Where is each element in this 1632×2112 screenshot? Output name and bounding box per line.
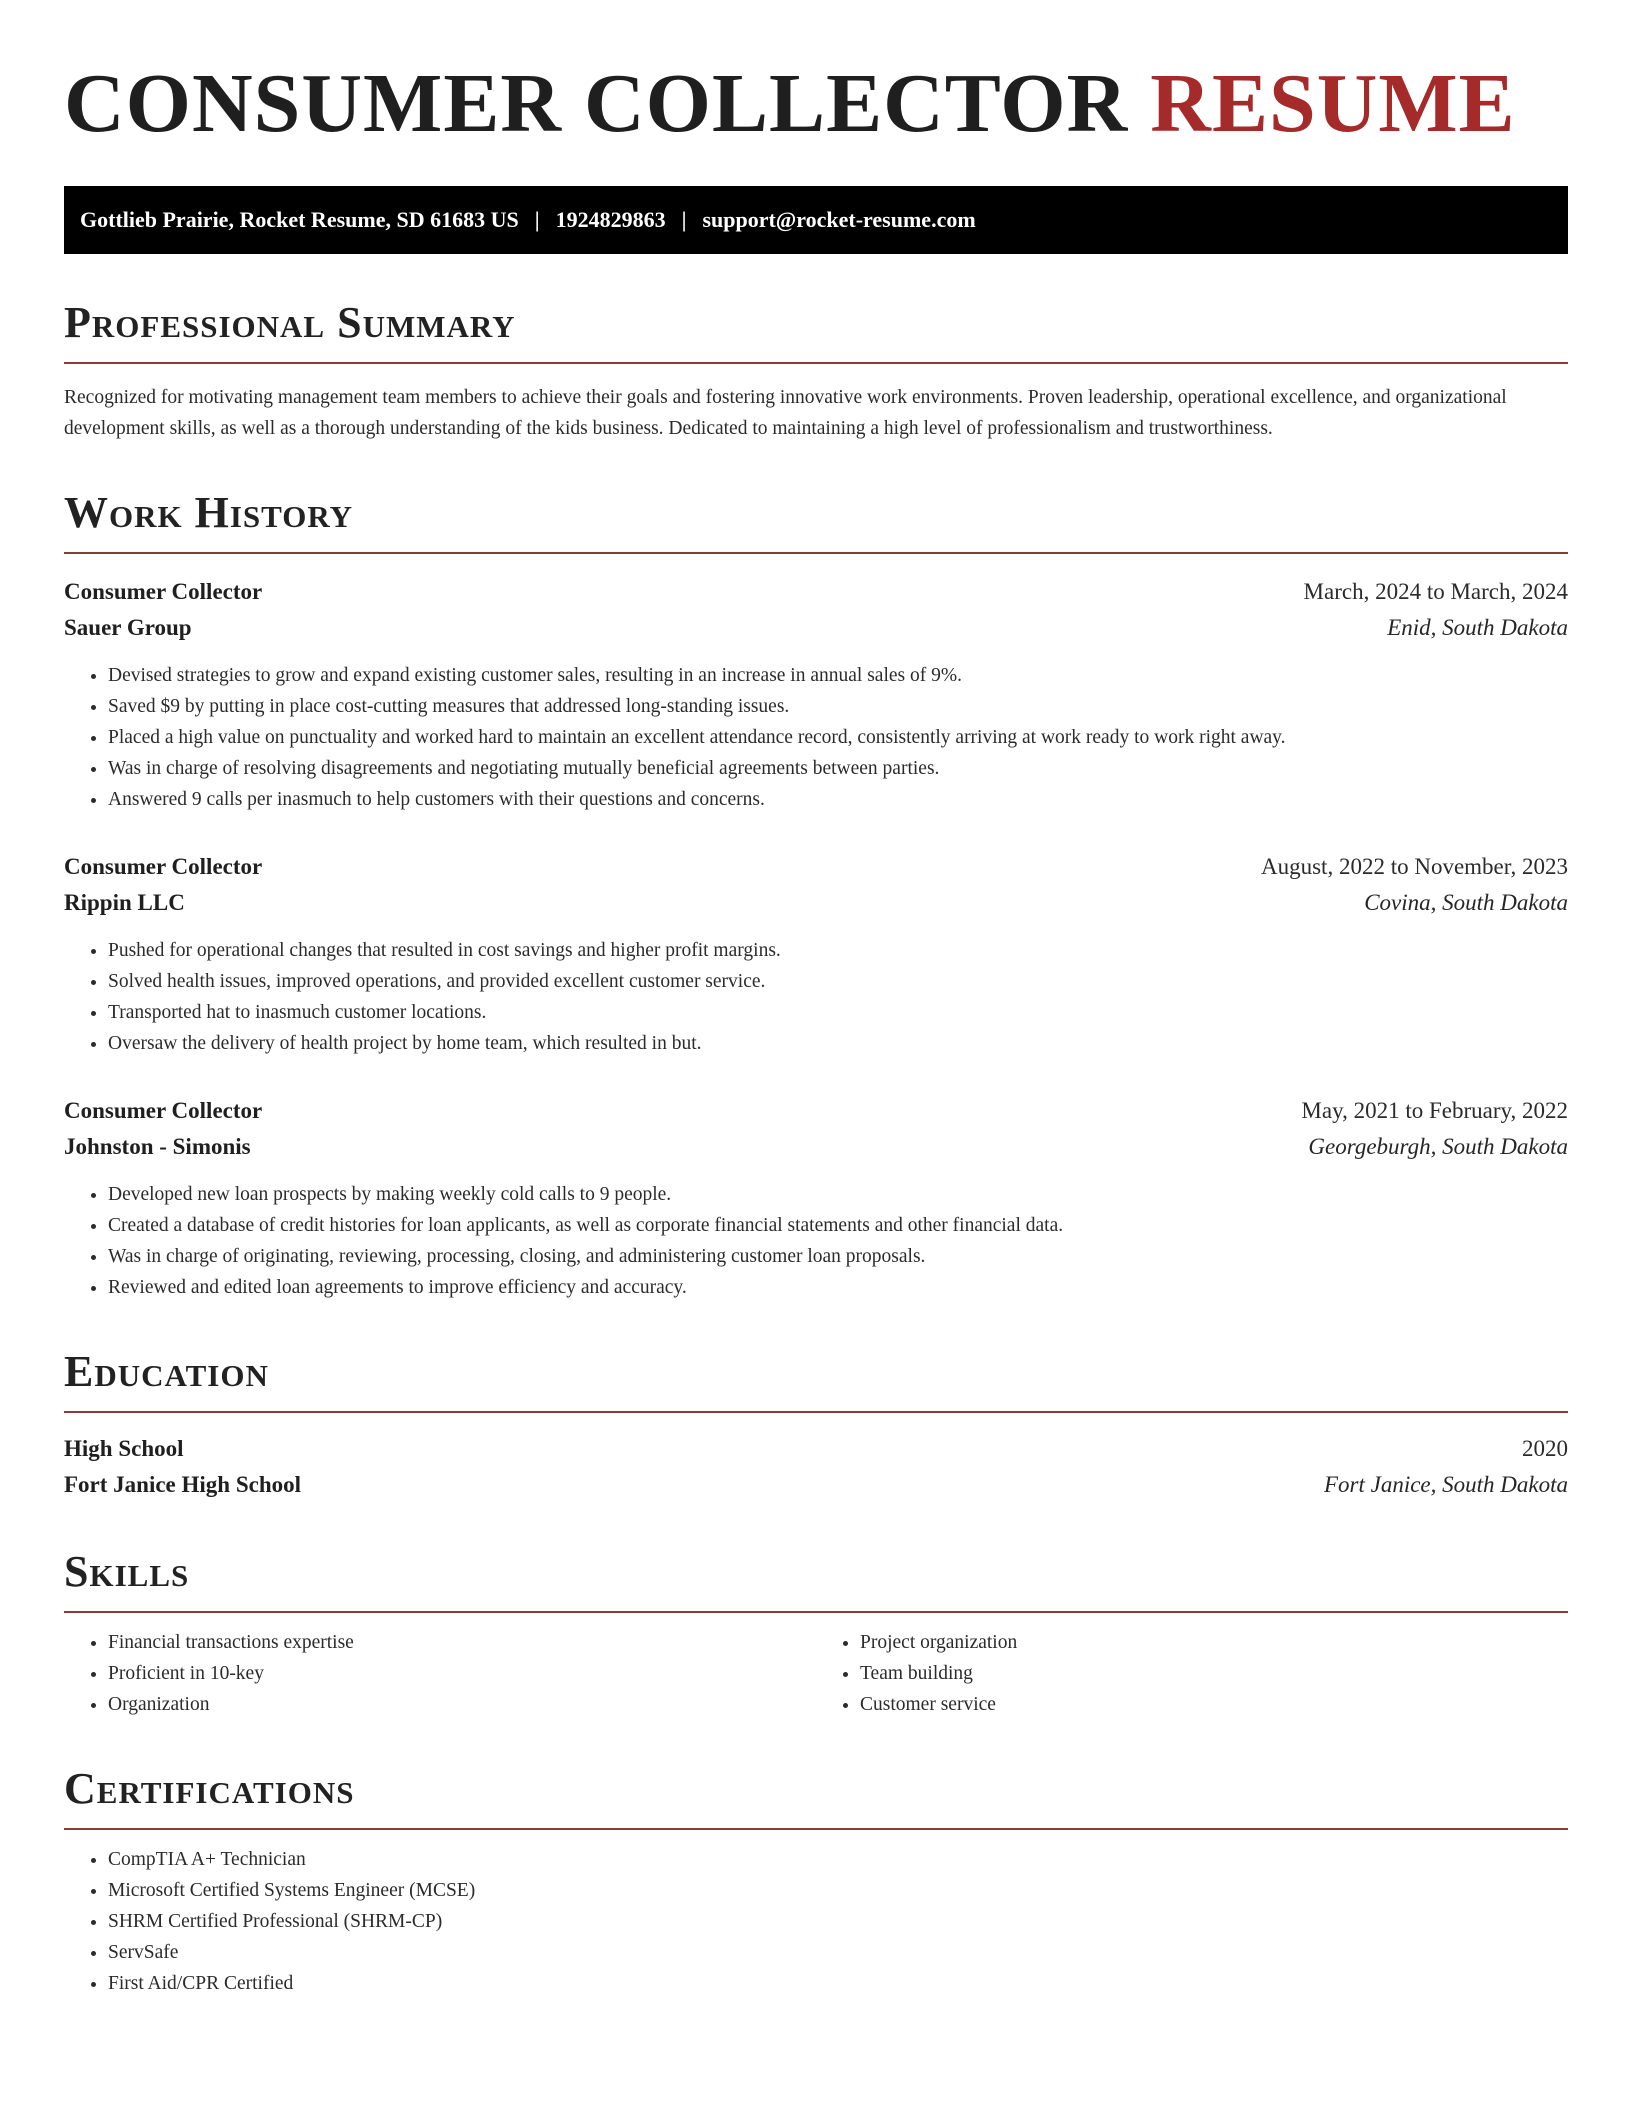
list-item: • Proficient in 10-key: [108, 1658, 816, 1689]
job-dates: March, 2024 to March, 2024: [1303, 579, 1568, 604]
list-item: • Devised strategies to grow and expand existing customer sales, resulting in an increase in annual sales of 9%.: [108, 660, 1568, 691]
list-item: • Microsoft Certified Systems Engineer (MCSE): [108, 1875, 1568, 1906]
list-item: • Transported hat to inasmuch customer locations.: [108, 997, 1568, 1028]
contact-address: Gottlieb Prairie, Rocket Resume, SD 61683 US: [80, 207, 519, 232]
job-bullets: [64, 660, 1568, 815]
list-item: • Solved health issues, improved operations, and provided excellent customer service.: [108, 966, 1568, 997]
list-item: • Pushed for operational changes that resulted in cost savings and higher profit margins.: [108, 935, 1568, 966]
job-company: Sauer Group: [64, 615, 192, 640]
job-location: Covina, South Dakota: [1364, 890, 1568, 915]
section-heading: Education: [64, 1347, 1568, 1413]
contact-separator: |: [534, 207, 540, 232]
contact-phone: 1924829863: [555, 207, 666, 232]
list-item: • Financial transactions expertise: [108, 1627, 816, 1658]
contact-separator: |: [681, 207, 687, 232]
list-item: • Developed new loan prospects by making weekly cold calls to 9 people.: [108, 1179, 1568, 1210]
education-degree: High School: [64, 1436, 184, 1461]
job-bullets: [64, 1179, 1568, 1303]
list-item: • Saved $9 by putting in place cost-cutting measures that addressed long-standing issues.: [108, 691, 1568, 722]
list-item: • ServSafe: [108, 1937, 1568, 1968]
job-entry: [64, 1093, 1568, 1303]
title-accent: RESUME: [1150, 57, 1516, 150]
job-entry: [64, 849, 1568, 1059]
education-entry: [64, 1431, 1568, 1503]
section-heading: Work History: [64, 488, 1568, 554]
list-item: • Was in charge of resolving disagreements and negotiating mutually beneficial agreements between parties.: [108, 753, 1568, 784]
skills-section: [64, 1547, 1568, 1720]
section-heading: Certifications: [64, 1764, 1568, 1830]
list-item: • Organization: [108, 1689, 816, 1720]
list-item: • Oversaw the delivery of health project by home team, which resulted in but.: [108, 1028, 1568, 1059]
job-dates: May, 2021 to February, 2022: [1301, 1098, 1568, 1123]
resume-title: [64, 56, 1568, 152]
skills-list-right: [816, 1627, 1568, 1720]
job-entry: [64, 574, 1568, 815]
list-item: • Answered 9 calls per inasmuch to help customers with their questions and concerns.: [108, 784, 1568, 815]
title-main: CONSUMER COLLECTOR: [64, 57, 1129, 150]
job-bullets: [64, 935, 1568, 1059]
list-item: • SHRM Certified Professional (SHRM-CP): [108, 1906, 1568, 1937]
list-item: • Reviewed and edited loan agreements to improve efficiency and accuracy.: [108, 1272, 1568, 1303]
section-heading: Professional Summary: [64, 298, 1568, 364]
education-section: [64, 1347, 1568, 1503]
list-item: • Was in charge of originating, reviewing, processing, closing, and administering customer loan proposals.: [108, 1241, 1568, 1272]
list-item: • Placed a high value on punctuality and worked hard to maintain an excellent attendance record, consistently arriving at work ready to work right away.: [108, 722, 1568, 753]
education-year: 2020: [1522, 1436, 1568, 1461]
list-item: • Project organization: [860, 1627, 1568, 1658]
list-item: • Team building: [860, 1658, 1568, 1689]
contact-bar: [64, 186, 1568, 254]
job-company: Johnston - Simonis: [64, 1134, 251, 1159]
job-dates: August, 2022 to November, 2023: [1261, 854, 1568, 879]
list-item: • First Aid/CPR Certified: [108, 1968, 1568, 1999]
section-heading: Skills: [64, 1547, 1568, 1613]
certifications-section: [64, 1764, 1568, 1999]
job-title: Consumer Collector: [64, 579, 263, 604]
job-company: Rippin LLC: [64, 890, 185, 915]
list-item: • Customer service: [860, 1689, 1568, 1720]
list-item: • Created a database of credit histories for loan applicants, as well as corporate financial statements and other financial data.: [108, 1210, 1568, 1241]
job-location: Georgeburgh, South Dakota: [1308, 1134, 1568, 1159]
list-item: • CompTIA A+ Technician: [108, 1844, 1568, 1875]
certifications-list: [64, 1844, 1568, 1999]
education-school: Fort Janice High School: [64, 1472, 302, 1497]
job-location: Enid, South Dakota: [1387, 615, 1568, 640]
skills-grid: [64, 1621, 1568, 1720]
job-title: Consumer Collector: [64, 854, 263, 879]
job-title: Consumer Collector: [64, 1098, 263, 1123]
professional-summary-section: [64, 298, 1568, 444]
education-location: Fort Janice, South Dakota: [1323, 1472, 1568, 1497]
summary-text: Recognized for motivating management team members to achieve their goals and fostering innovative work environments. Proven leadership, operational excellence, and organizational development skills, as well as a thorough understanding of the kids business. Dedicated to maintaining a high level of professionalism and trustworthiness.: [64, 387, 1507, 439]
contact-email: support@rocket-resume.com: [702, 207, 976, 232]
work-history-section: [64, 488, 1568, 1303]
skills-list-left: [64, 1627, 816, 1720]
